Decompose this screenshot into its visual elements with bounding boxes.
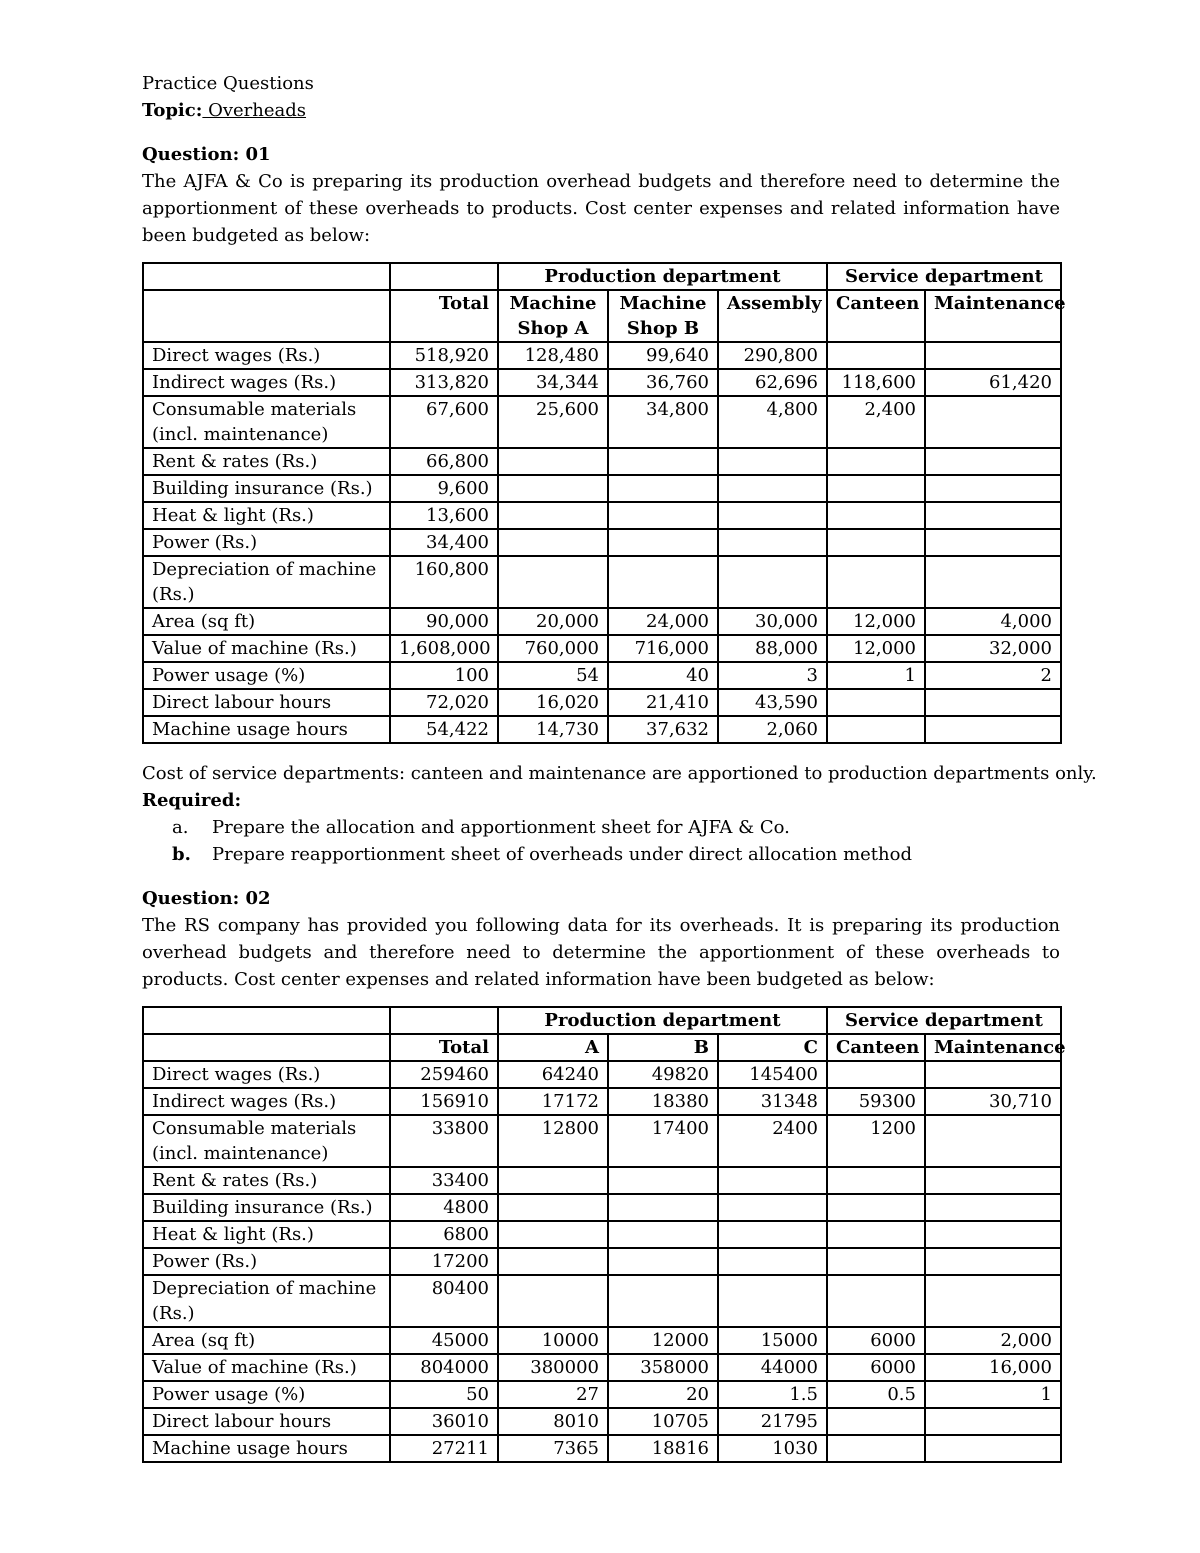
- table-cell: [827, 556, 925, 608]
- table-cell: [608, 502, 718, 529]
- table-cell: 9,600: [390, 475, 498, 502]
- table-cell: [718, 502, 827, 529]
- column-header: Maintenance: [925, 1034, 1061, 1061]
- column-header: Maintenance: [925, 290, 1061, 342]
- row-label: Power usage (%): [143, 1381, 390, 1408]
- table-cell: 1,608,000: [390, 635, 498, 662]
- table-cell: [498, 475, 608, 502]
- table-cell: 118,600: [827, 369, 925, 396]
- table-cell: 12000: [608, 1327, 718, 1354]
- row-label: Value of machine (Rs.): [143, 1354, 390, 1381]
- question-2-intro: The RS company has provided you following data for its overheads. It is preparing its production overhead budgets and therefore need to determine the apportionment of these overheads to products. Cost center expenses and related information have been budgeted as below:: [142, 915, 1060, 990]
- table-cell: 145400: [718, 1061, 827, 1088]
- table-cell: [925, 1221, 1061, 1248]
- column-header: C: [718, 1034, 827, 1061]
- row-label: Area (sq ft): [143, 1327, 390, 1354]
- table-cell: 54,422: [390, 716, 498, 743]
- table-row: [143, 662, 1061, 689]
- row-label: Direct wages (Rs.): [143, 1061, 390, 1088]
- table-cell: 31348: [718, 1088, 827, 1115]
- table-cell: [925, 1435, 1061, 1462]
- column-header: Machine Shop A: [498, 290, 608, 342]
- table-cell: [608, 1194, 718, 1221]
- table-row: [143, 1115, 1061, 1167]
- table-cell: 17400: [608, 1115, 718, 1167]
- table-cell: 44000: [718, 1354, 827, 1381]
- table-cell: [827, 529, 925, 556]
- column-header: Total: [390, 290, 498, 342]
- question-1-heading: Question: 01: [142, 144, 271, 165]
- table-cell: 13,600: [390, 502, 498, 529]
- table-cell: [827, 1275, 925, 1327]
- table-cell: 18816: [608, 1435, 718, 1462]
- column-header-row: [143, 290, 1061, 342]
- table-cell: 49820: [608, 1061, 718, 1088]
- table-cell: [827, 1408, 925, 1435]
- table-cell: [498, 556, 608, 608]
- group-header-row: [143, 263, 1061, 290]
- row-label: Power usage (%): [143, 662, 390, 689]
- table-cell: 33400: [390, 1167, 498, 1194]
- table-row: [143, 1435, 1061, 1462]
- table-row: [143, 1167, 1061, 1194]
- table-cell: 8010: [498, 1408, 608, 1435]
- table-row: [143, 1088, 1061, 1115]
- table-cell: 61,420: [925, 369, 1061, 396]
- table-cell: 25,600: [498, 396, 608, 448]
- table-row: [143, 342, 1061, 369]
- table-cell: [925, 1275, 1061, 1327]
- table-cell: 50: [390, 1381, 498, 1408]
- table-cell: [498, 1194, 608, 1221]
- table-cell: 4,800: [718, 396, 827, 448]
- row-label: Depreciation of machine (Rs.): [143, 556, 390, 608]
- table-cell: [608, 1221, 718, 1248]
- table-cell: [498, 1248, 608, 1275]
- table-cell: 27: [498, 1381, 608, 1408]
- table-cell: 59300: [827, 1088, 925, 1115]
- column-header: Assembly: [718, 290, 827, 342]
- table-cell: [827, 475, 925, 502]
- table-cell: 1200: [827, 1115, 925, 1167]
- table-row: [143, 608, 1061, 635]
- column-header-row: [143, 1034, 1061, 1061]
- table-cell: 2400: [718, 1115, 827, 1167]
- table-cell: 30,710: [925, 1088, 1061, 1115]
- table-cell: 21,410: [608, 689, 718, 716]
- table-cell: 18380: [608, 1088, 718, 1115]
- table-cell: 380000: [498, 1354, 608, 1381]
- table-cell: 17200: [390, 1248, 498, 1275]
- table-cell: [925, 475, 1061, 502]
- table-cell: 20: [608, 1381, 718, 1408]
- table-row: [143, 1248, 1061, 1275]
- table-cell: 90,000: [390, 608, 498, 635]
- row-label: Depreciation of machine (Rs.): [143, 1275, 390, 1327]
- table-cell: 32,000: [925, 635, 1061, 662]
- table-cell: 34,344: [498, 369, 608, 396]
- requirement-marker: b.: [172, 844, 191, 865]
- row-label: Direct labour hours: [143, 1408, 390, 1435]
- table-cell: 1.5: [718, 1381, 827, 1408]
- row-label: Direct wages (Rs.): [143, 342, 390, 369]
- table-cell: 64240: [498, 1061, 608, 1088]
- service-dept-note: Cost of service departments: canteen and maintenance are apportioned to production departments only.: [142, 763, 1097, 784]
- table-cell: 40: [608, 662, 718, 689]
- table-cell: [718, 529, 827, 556]
- requirement-marker: a.: [172, 817, 189, 838]
- table-row: [143, 1221, 1061, 1248]
- table-cell: [925, 1194, 1061, 1221]
- table-cell: [925, 529, 1061, 556]
- table-cell: [718, 1221, 827, 1248]
- column-header: Total: [390, 1034, 498, 1061]
- table-cell: 760,000: [498, 635, 608, 662]
- table-cell: 67,600: [390, 396, 498, 448]
- table-cell: 1: [827, 662, 925, 689]
- table-cell: 62,696: [718, 369, 827, 396]
- table-cell: 15000: [718, 1327, 827, 1354]
- table-row: [143, 475, 1061, 502]
- table-cell: 2,060: [718, 716, 827, 743]
- table-cell: 2,400: [827, 396, 925, 448]
- table-row: [143, 689, 1061, 716]
- table-cell: [608, 556, 718, 608]
- table-cell: 45000: [390, 1327, 498, 1354]
- required-label: Required:: [142, 790, 242, 811]
- table-cell: [498, 1275, 608, 1327]
- table-row: [143, 1408, 1061, 1435]
- table-cell: 66,800: [390, 448, 498, 475]
- row-label: Heat & light (Rs.): [143, 1221, 390, 1248]
- table-cell: 34,400: [390, 529, 498, 556]
- corner-cell: [143, 1007, 390, 1034]
- table-cell: 17172: [498, 1088, 608, 1115]
- table-cell: [925, 1115, 1061, 1167]
- row-label-header: [143, 290, 390, 342]
- table-cell: [827, 1221, 925, 1248]
- table-cell: 6800: [390, 1221, 498, 1248]
- requirement-text: Prepare the allocation and apportionment sheet for AJFA & Co.: [212, 817, 790, 838]
- table-cell: [827, 1194, 925, 1221]
- service-department-header: Service department: [827, 263, 1061, 290]
- row-label: Indirect wages (Rs.): [143, 1088, 390, 1115]
- table-cell: 2: [925, 662, 1061, 689]
- table-row: [143, 716, 1061, 743]
- table-cell: 72,020: [390, 689, 498, 716]
- service-department-header: Service department: [827, 1007, 1061, 1034]
- corner-cell: [143, 263, 390, 290]
- table-cell: [827, 448, 925, 475]
- row-label: Value of machine (Rs.): [143, 635, 390, 662]
- table-cell: 43,590: [718, 689, 827, 716]
- row-label: Area (sq ft): [143, 608, 390, 635]
- table-cell: 12,000: [827, 635, 925, 662]
- table-cell: 33800: [390, 1115, 498, 1167]
- table-cell: 0.5: [827, 1381, 925, 1408]
- table-cell: 100: [390, 662, 498, 689]
- row-label: Rent & rates (Rs.): [143, 448, 390, 475]
- topic-label: Topic:: [142, 100, 203, 121]
- table-cell: 99,640: [608, 342, 718, 369]
- table-cell: 716,000: [608, 635, 718, 662]
- table-cell: 6000: [827, 1327, 925, 1354]
- row-label: Machine usage hours: [143, 716, 390, 743]
- table-row: [143, 448, 1061, 475]
- table-cell: [827, 716, 925, 743]
- table-cell: 10000: [498, 1327, 608, 1354]
- row-label: Power (Rs.): [143, 1248, 390, 1275]
- row-label: Heat & light (Rs.): [143, 502, 390, 529]
- column-header: Canteen: [827, 290, 925, 342]
- requirements-list: [142, 814, 1060, 868]
- table-cell: [608, 448, 718, 475]
- table-cell: 14,730: [498, 716, 608, 743]
- table-row: [143, 556, 1061, 608]
- table-row: [143, 369, 1061, 396]
- table-cell: 37,632: [608, 716, 718, 743]
- table-cell: [608, 475, 718, 502]
- row-label-header: [143, 1034, 390, 1061]
- table-row: [143, 1354, 1061, 1381]
- table-cell: 54: [498, 662, 608, 689]
- table-row: [143, 396, 1061, 448]
- table-cell: [827, 1435, 925, 1462]
- table-cell: [827, 342, 925, 369]
- table-cell: [718, 1194, 827, 1221]
- table-cell: [608, 529, 718, 556]
- table-cell: [498, 529, 608, 556]
- table-cell: 1030: [718, 1435, 827, 1462]
- table-cell: 34,800: [608, 396, 718, 448]
- table-cell: [718, 475, 827, 502]
- table-cell: [925, 1167, 1061, 1194]
- table-cell: [925, 1248, 1061, 1275]
- blank-header-cell: [390, 1007, 498, 1034]
- row-label: Power (Rs.): [143, 529, 390, 556]
- requirement-a: [142, 814, 1060, 841]
- table-cell: [498, 1167, 608, 1194]
- table-cell: 2,000: [925, 1327, 1061, 1354]
- row-label: Indirect wages (Rs.): [143, 369, 390, 396]
- table-cell: 30,000: [718, 608, 827, 635]
- table-cell: 4800: [390, 1194, 498, 1221]
- table-cell: [827, 1248, 925, 1275]
- table-cell: [718, 1167, 827, 1194]
- table-cell: [827, 689, 925, 716]
- topic-line: [142, 97, 1060, 124]
- row-label: Rent & rates (Rs.): [143, 1167, 390, 1194]
- table-cell: 36,760: [608, 369, 718, 396]
- column-header: Canteen: [827, 1034, 925, 1061]
- table-cell: [925, 396, 1061, 448]
- table-cell: 1: [925, 1381, 1061, 1408]
- table-row: [143, 1381, 1061, 1408]
- table-cell: [925, 556, 1061, 608]
- overheads-table-q1: [142, 262, 1066, 744]
- requirement-text: Prepare reapportionment sheet of overheads under direct allocation method: [212, 844, 912, 865]
- table-row: [143, 1194, 1061, 1221]
- table-cell: [718, 448, 827, 475]
- table-cell: 36010: [390, 1408, 498, 1435]
- table-cell: 156910: [390, 1088, 498, 1115]
- blank-header-cell: [390, 263, 498, 290]
- table-cell: [827, 1061, 925, 1088]
- row-label: Direct labour hours: [143, 689, 390, 716]
- table-cell: [608, 1248, 718, 1275]
- row-label: Building insurance (Rs.): [143, 475, 390, 502]
- table-cell: 290,800: [718, 342, 827, 369]
- row-label: Consumable materials (incl. maintenance): [143, 396, 390, 448]
- table-cell: [925, 448, 1061, 475]
- topic-value: Overheads: [202, 100, 307, 121]
- table-cell: 259460: [390, 1061, 498, 1088]
- table-cell: [718, 556, 827, 608]
- column-header: Machine Shop B: [608, 290, 718, 342]
- table-cell: [925, 342, 1061, 369]
- row-label: Building insurance (Rs.): [143, 1194, 390, 1221]
- table-cell: [925, 716, 1061, 743]
- table-cell: [608, 1167, 718, 1194]
- table-cell: 12,000: [827, 608, 925, 635]
- table-cell: [827, 1167, 925, 1194]
- table-cell: 10705: [608, 1408, 718, 1435]
- table-cell: 6000: [827, 1354, 925, 1381]
- production-department-header: Production department: [498, 1007, 827, 1034]
- column-header: B: [608, 1034, 718, 1061]
- group-header-row: [143, 1007, 1061, 1034]
- table-cell: [498, 448, 608, 475]
- table-cell: [925, 689, 1061, 716]
- table-cell: [718, 1275, 827, 1327]
- table-row: [143, 529, 1061, 556]
- table-cell: [498, 502, 608, 529]
- table-row: [143, 1327, 1061, 1354]
- table-cell: [925, 1061, 1061, 1088]
- table-cell: 4,000: [925, 608, 1061, 635]
- table-cell: [718, 1248, 827, 1275]
- document-title: Practice Questions: [142, 73, 314, 94]
- table-cell: 804000: [390, 1354, 498, 1381]
- table-cell: [498, 1221, 608, 1248]
- table-cell: 128,480: [498, 342, 608, 369]
- overheads-table-q2: [142, 1006, 1066, 1463]
- table-cell: 160,800: [390, 556, 498, 608]
- table-cell: 21795: [718, 1408, 827, 1435]
- table-cell: 358000: [608, 1354, 718, 1381]
- question-2-heading: Question: 02: [142, 888, 271, 909]
- table-cell: [608, 1275, 718, 1327]
- production-department-header: Production department: [498, 263, 827, 290]
- table-cell: 12800: [498, 1115, 608, 1167]
- document-page: [142, 70, 1097, 1463]
- table-cell: 24,000: [608, 608, 718, 635]
- column-header: A: [498, 1034, 608, 1061]
- table-row: [143, 635, 1061, 662]
- table-row: [143, 1061, 1061, 1088]
- table-cell: [925, 502, 1061, 529]
- row-label: Machine usage hours: [143, 1435, 390, 1462]
- requirement-b: [142, 841, 1060, 868]
- table-cell: 518,920: [390, 342, 498, 369]
- table-cell: 88,000: [718, 635, 827, 662]
- question-1-intro: The AJFA & Co is preparing its production overhead budgets and therefore need to determine the apportionment of these overheads to products. Cost center expenses and related information have been budgeted as below:: [142, 171, 1060, 246]
- table-row: [143, 1275, 1061, 1327]
- table-cell: [925, 1408, 1061, 1435]
- row-label: Consumable materials (incl. maintenance): [143, 1115, 390, 1167]
- table-cell: 7365: [498, 1435, 608, 1462]
- table-cell: 27211: [390, 1435, 498, 1462]
- table-cell: 313,820: [390, 369, 498, 396]
- table-row: [143, 502, 1061, 529]
- table-cell: 16,020: [498, 689, 608, 716]
- table-cell: 20,000: [498, 608, 608, 635]
- table-cell: 3: [718, 662, 827, 689]
- table-cell: [827, 502, 925, 529]
- table-cell: 16,000: [925, 1354, 1061, 1381]
- table-cell: 80400: [390, 1275, 498, 1327]
